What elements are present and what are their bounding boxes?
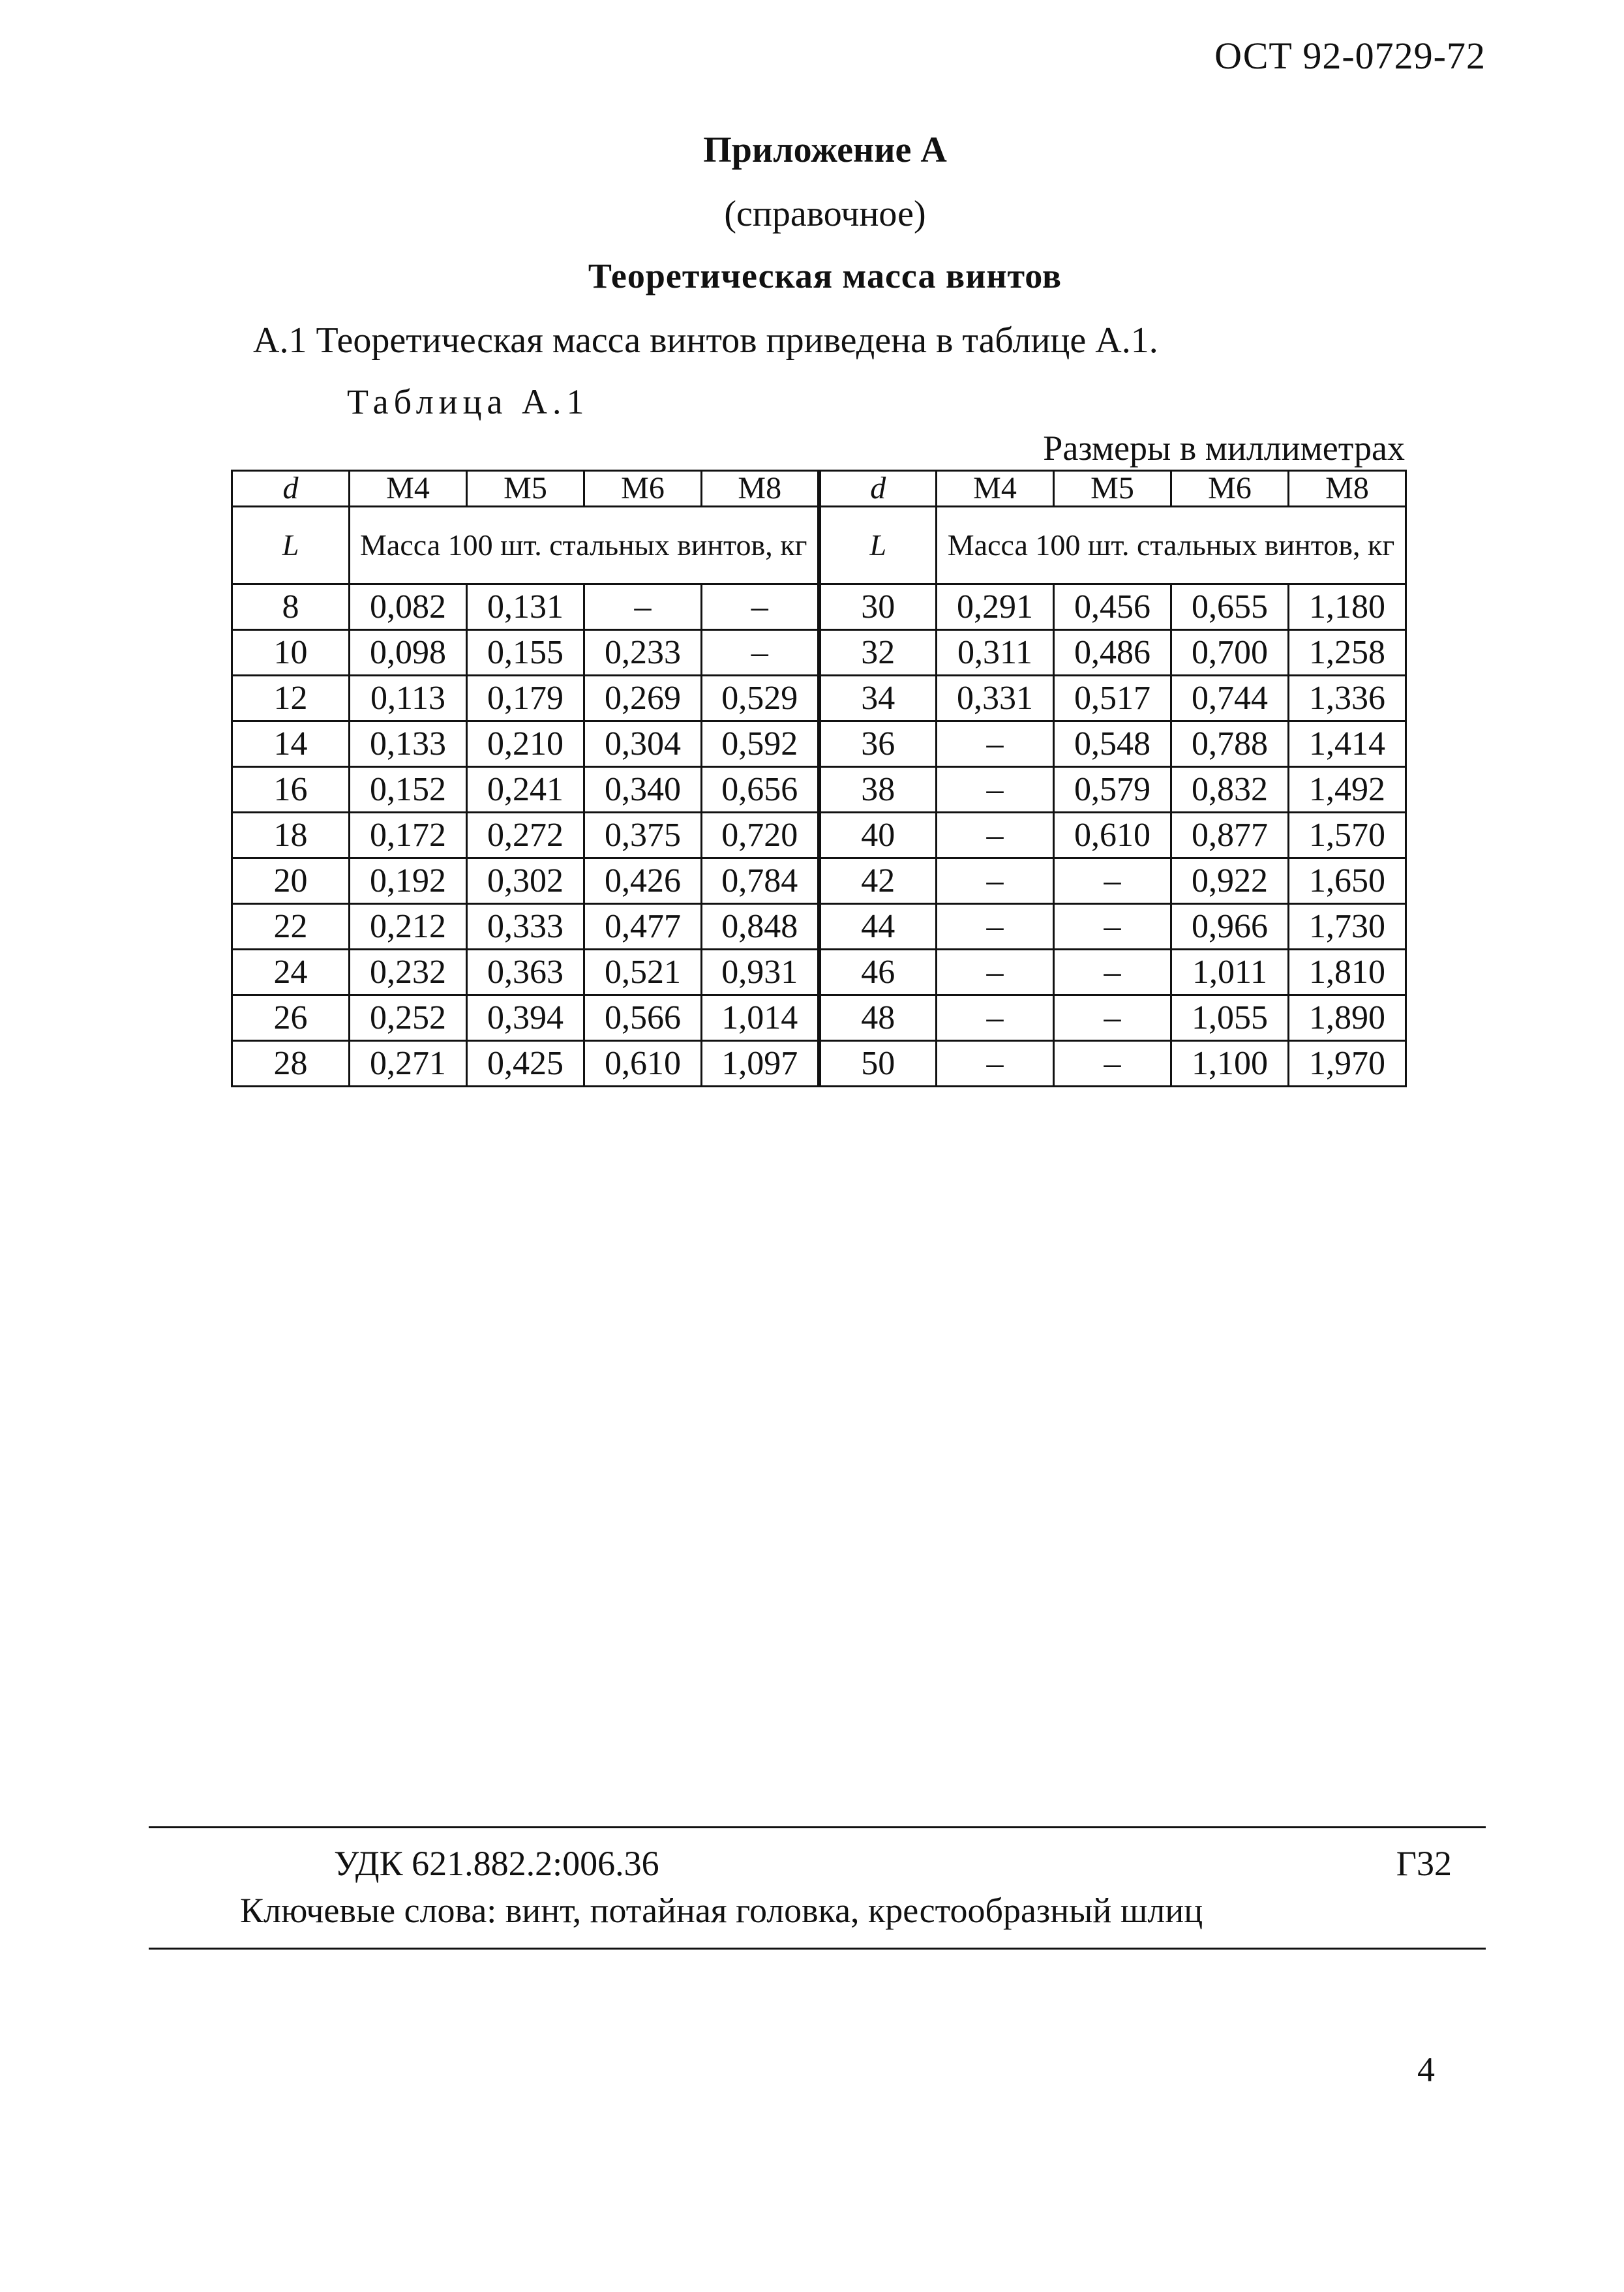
mass-cell: 0,784	[702, 858, 819, 904]
table-row	[232, 676, 1406, 721]
intro-paragraph: А.1 Теоретическая масса винтов приведена в таблице А.1.	[253, 320, 1158, 361]
d-header: d	[232, 471, 350, 507]
mass-cell: 0,082	[350, 584, 467, 630]
mass-cell: –	[1054, 904, 1171, 950]
length-cell: 34	[819, 676, 937, 721]
mass-cell: 1,055	[1171, 995, 1289, 1041]
length-cell: 48	[819, 995, 937, 1041]
mass-cell: –	[1054, 858, 1171, 904]
mass-cell: 0,832	[1171, 767, 1289, 813]
mass-cell: –	[1054, 1041, 1171, 1087]
mass-cell: 0,394	[467, 995, 584, 1041]
mass-cell: 0,241	[467, 767, 584, 813]
mass-cell: 0,233	[584, 630, 702, 676]
length-cell: 36	[819, 721, 937, 767]
mass-cell: 0,877	[1171, 813, 1289, 858]
mass-cell: 0,700	[1171, 630, 1289, 676]
size-header: М5	[467, 471, 584, 507]
length-cell: 26	[232, 995, 350, 1041]
length-cell: 40	[819, 813, 937, 858]
size-header: М4	[350, 471, 467, 507]
mass-cell: 0,340	[584, 767, 702, 813]
mass-cell: 0,291	[937, 584, 1054, 630]
mass-header: Масса 100 шт. стальных винтов, кг	[937, 507, 1406, 584]
mass-cell: –	[937, 858, 1054, 904]
mass-cell: 0,477	[584, 904, 702, 950]
mass-cell: 0,113	[350, 676, 467, 721]
mass-cell: 1,100	[1171, 1041, 1289, 1087]
mass-cell: 0,252	[350, 995, 467, 1041]
mass-cell: 0,592	[702, 721, 819, 767]
mass-cell: 1,970	[1289, 1041, 1406, 1087]
size-header: М6	[584, 471, 702, 507]
table-row	[232, 1041, 1406, 1087]
mass-cell: 0,172	[350, 813, 467, 858]
mass-cell: –	[937, 904, 1054, 950]
mass-cell: 1,492	[1289, 767, 1406, 813]
mass-cell: 1,414	[1289, 721, 1406, 767]
footer-rule-bottom	[149, 1948, 1486, 1950]
mass-cell: 0,529	[702, 676, 819, 721]
mass-cell: 0,269	[584, 676, 702, 721]
mass-cell: –	[937, 813, 1054, 858]
size-header: М6	[1171, 471, 1289, 507]
l-header: L	[232, 507, 350, 584]
length-cell: 18	[232, 813, 350, 858]
mass-cell: 0,566	[584, 995, 702, 1041]
length-cell: 14	[232, 721, 350, 767]
length-cell: 10	[232, 630, 350, 676]
mass-cell: 0,521	[584, 950, 702, 995]
mass-header-row	[232, 507, 1406, 584]
table-row	[232, 858, 1406, 904]
mass-cell: 0,152	[350, 767, 467, 813]
mass-cell: 1,650	[1289, 858, 1406, 904]
length-cell: 50	[819, 1041, 937, 1087]
mass-cell: 0,272	[467, 813, 584, 858]
mass-cell: 0,426	[584, 858, 702, 904]
length-cell: 12	[232, 676, 350, 721]
mass-cell: 0,966	[1171, 904, 1289, 950]
mass-cell: 0,579	[1054, 767, 1171, 813]
mass-cell: –	[937, 1041, 1054, 1087]
mass-cell: –	[584, 584, 702, 630]
mass-cell: 0,333	[467, 904, 584, 950]
classification-code: Г32	[1396, 1844, 1452, 1883]
mass-cell: 0,517	[1054, 676, 1171, 721]
mass-cell: 1,336	[1289, 676, 1406, 721]
length-cell: 28	[232, 1041, 350, 1087]
length-cell: 42	[819, 858, 937, 904]
mass-cell: 0,456	[1054, 584, 1171, 630]
units-note: Размеры в миллиметрах	[1043, 429, 1405, 468]
table-row	[232, 584, 1406, 630]
mass-cell: 0,131	[467, 584, 584, 630]
mass-cell: 0,311	[937, 630, 1054, 676]
mass-cell: 0,744	[1171, 676, 1289, 721]
size-header-row	[232, 471, 1406, 507]
table-row	[232, 767, 1406, 813]
mass-cell: 0,212	[350, 904, 467, 950]
mass-cell: 0,331	[937, 676, 1054, 721]
length-cell: 16	[232, 767, 350, 813]
mass-cell: 0,548	[1054, 721, 1171, 767]
length-cell: 44	[819, 904, 937, 950]
page-number: 4	[1417, 2050, 1435, 2089]
table-row	[232, 904, 1406, 950]
mass-cell: 0,192	[350, 858, 467, 904]
mass-cell: 1,011	[1171, 950, 1289, 995]
mass-cell: 0,155	[467, 630, 584, 676]
mass-cell: 1,180	[1289, 584, 1406, 630]
mass-cell: 0,210	[467, 721, 584, 767]
length-cell: 20	[232, 858, 350, 904]
mass-cell: 0,848	[702, 904, 819, 950]
mass-cell: 0,098	[350, 630, 467, 676]
mass-cell: –	[702, 630, 819, 676]
table-row	[232, 950, 1406, 995]
mass-cell: –	[702, 584, 819, 630]
d-header: d	[819, 471, 937, 507]
mass-cell: 0,486	[1054, 630, 1171, 676]
length-cell: 24	[232, 950, 350, 995]
table-row	[232, 630, 1406, 676]
mass-cell: 1,810	[1289, 950, 1406, 995]
mass-cell: –	[937, 767, 1054, 813]
mass-cell: –	[937, 995, 1054, 1041]
length-cell: 46	[819, 950, 937, 995]
mass-cell: 0,931	[702, 950, 819, 995]
mass-cell: 0,425	[467, 1041, 584, 1087]
mass-header: Масса 100 шт. стальных винтов, кг	[350, 507, 819, 584]
keywords: Ключевые слова: винт, потайная головка, крестообразный шлиц	[240, 1891, 1203, 1930]
mass-cell: 1,097	[702, 1041, 819, 1087]
mass-cell: 0,720	[702, 813, 819, 858]
mass-cell: 1,890	[1289, 995, 1406, 1041]
mass-cell: 1,014	[702, 995, 819, 1041]
length-cell: 22	[232, 904, 350, 950]
mass-cell: 0,375	[584, 813, 702, 858]
mass-cell: 0,232	[350, 950, 467, 995]
l-header: L	[819, 507, 937, 584]
table-row	[232, 813, 1406, 858]
length-cell: 8	[232, 584, 350, 630]
annex-title: Приложение А	[703, 130, 947, 170]
size-header: М4	[937, 471, 1054, 507]
table-row	[232, 721, 1406, 767]
mass-cell: –	[1054, 950, 1171, 995]
section-title: Теоретическая масса винтов	[588, 256, 1062, 295]
length-cell: 38	[819, 767, 937, 813]
mass-cell: 0,363	[467, 950, 584, 995]
document-code: ОСТ 92-0729-72	[1214, 35, 1486, 77]
mass-cell: 0,179	[467, 676, 584, 721]
mass-cell: 0,271	[350, 1041, 467, 1087]
footer-rule-top	[149, 1826, 1486, 1828]
mass-cell: –	[937, 721, 1054, 767]
mass-cell: –	[1054, 995, 1171, 1041]
length-cell: 32	[819, 630, 937, 676]
mass-cell: 0,304	[584, 721, 702, 767]
mass-cell: 0,610	[1054, 813, 1171, 858]
screw-mass-table	[231, 470, 1407, 1087]
size-header: М8	[702, 471, 819, 507]
mass-cell: 0,133	[350, 721, 467, 767]
table-row	[232, 995, 1406, 1041]
mass-cell: 0,302	[467, 858, 584, 904]
mass-cell: 1,570	[1289, 813, 1406, 858]
mass-cell: –	[937, 950, 1054, 995]
length-cell: 30	[819, 584, 937, 630]
annex-subtitle: (справочное)	[724, 194, 926, 234]
mass-cell: 0,610	[584, 1041, 702, 1087]
table-caption: Таблица А.1	[347, 382, 590, 421]
mass-cell: 0,655	[1171, 584, 1289, 630]
mass-cell: 0,922	[1171, 858, 1289, 904]
mass-cell: 1,258	[1289, 630, 1406, 676]
udc-code: УДК 621.882.2:006.36	[334, 1844, 659, 1883]
mass-cell: 0,656	[702, 767, 819, 813]
mass-cell: 0,788	[1171, 721, 1289, 767]
mass-cell: 1,730	[1289, 904, 1406, 950]
size-header: М5	[1054, 471, 1171, 507]
size-header: М8	[1289, 471, 1406, 507]
